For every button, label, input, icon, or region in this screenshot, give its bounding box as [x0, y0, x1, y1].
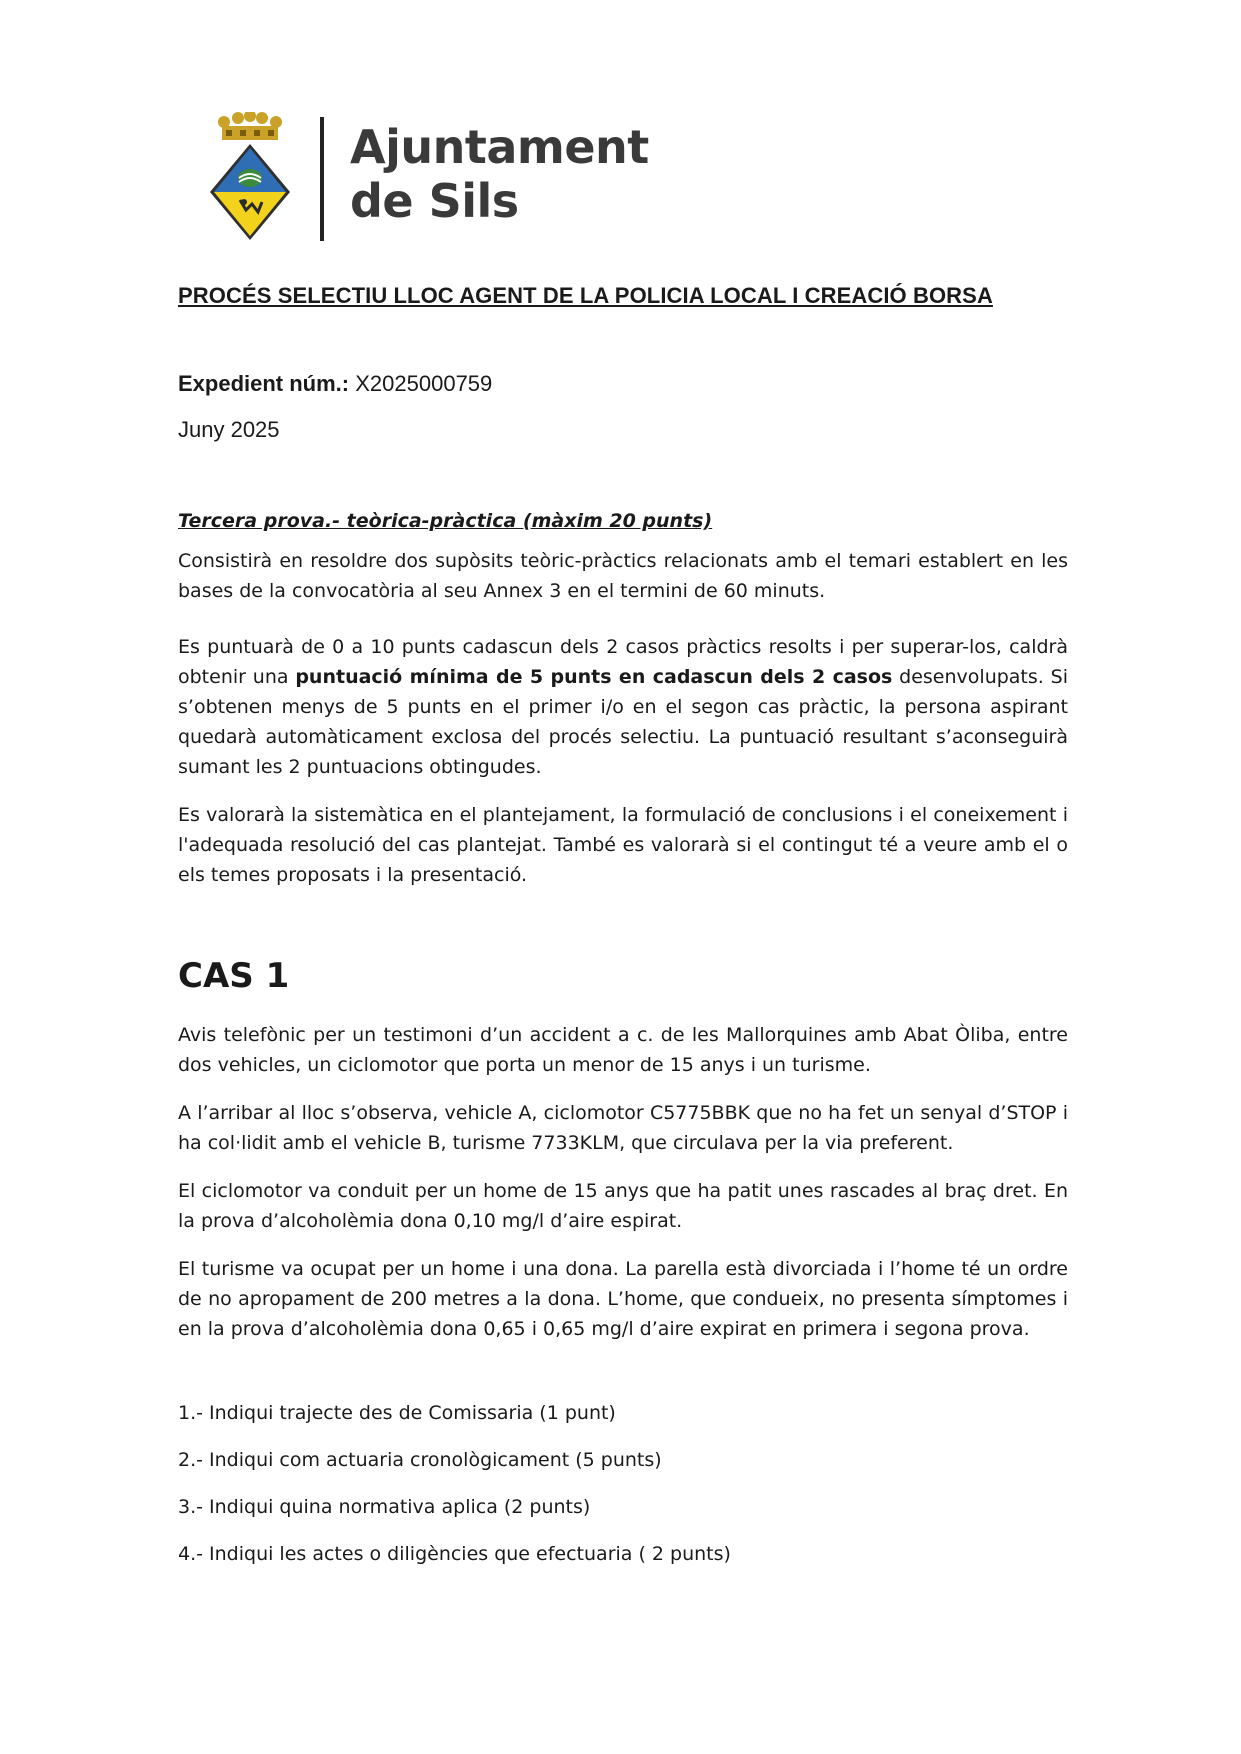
list-item: 3.- Indiqui quina normativa aplica (2 punts)	[178, 1496, 591, 1518]
document-date: Juny 2025	[178, 417, 280, 442]
organization-name	[350, 120, 649, 228]
expedient-number: X2025000759	[355, 371, 493, 396]
organization-name-line2: de Sils	[350, 174, 519, 228]
municipal-coat-of-arms-icon	[210, 112, 290, 240]
paragraph-bold-text: puntuació mínima de 5 punts en cadascun dels 2 casos	[295, 666, 893, 688]
case-paragraph-3: El ciclomotor va conduit per un home de 15 anys que ha patit unes rascades al braç dret. En la prova d’alcoholèmia dona 0,10 mg/l d’aire espirat.	[178, 1180, 1068, 1232]
expedient-label: Expedient núm.:	[178, 371, 350, 396]
list-item: 4.- Indiqui les actes o diligències que efectuaria ( 2 punts)	[178, 1543, 731, 1565]
case-paragraph-4: El turisme va ocupat per un home i una dona. La parella està divorciada i l’home té un ordre de no apropament de 200 metres a la dona. L’home, que condueix, no presenta símptomes i en la prova d’alcoholèmia dona 0,65 i 0,65 mg/l d’aire expirat en primera i segona prova.	[178, 1258, 1068, 1340]
organization-name-line1: Ajuntament	[350, 120, 649, 174]
paragraph-text: desenvolupats. Si s’obtenen menys de 5 punts en el primer i/o en el segon cas pràctic, la persona aspirant quedarà automàticament exclosa del procés selectiu. La puntuació resultant s’aconseguirà sumant les 2 puntuacions obtingudes.	[178, 666, 1068, 778]
logo-divider	[320, 117, 324, 241]
section-heading: Tercera prova.- teòrica-pràctica (màxim 20 punts)	[178, 510, 713, 532]
case-paragraph-1: Avis telefònic per un testimoni d’un accident a c. de les Mallorquines amb Abat Òliba, entre dos vehicles, un ciclomotor que porta un menor de 15 anys i un turisme.	[178, 1024, 1068, 1076]
questions-list	[178, 1398, 1068, 1569]
list-item: 1.- Indiqui trajecte des de Comissaria (1 punt)	[178, 1402, 616, 1424]
list-item: 2.- Indiqui com actuaria cronològicament (5 punts)	[178, 1449, 662, 1471]
section-paragraph-1: Consistirà en resoldre dos supòsits teòric-pràctics relacionats amb el temari establert en les bases de la convocatòria al seu Annex 3 en el termini de 60 minuts.	[178, 550, 1068, 602]
document-body	[178, 506, 1068, 1586]
paragraph-text: Es puntuarà de 0 a 10 punts cadascun dels 2 casos pràctics resolts i per superar-los, caldrà obtenir una	[178, 636, 1068, 688]
section-paragraph-3: Es valorarà la sistemàtica en el plantejament, la formulació de conclusions i el coneixement i l'adequada resolució del cas plantejat. També es valorarà si el contingut té a veure amb el o els temes proposats i la presentació.	[178, 804, 1068, 886]
section-paragraph-2	[178, 632, 1068, 782]
case-heading: CAS 1	[178, 956, 290, 996]
expedient-line	[178, 371, 492, 397]
document-title: PROCÉS SELECTIU LLOC AGENT DE LA POLICIA LOCAL I CREACIÓ BORSA	[178, 283, 993, 308]
case-paragraph-2: A l’arribar al lloc s’observa, vehicle A, ciclomotor C5775BBK que no ha fet un senyal d’STOP i ha col·lidit amb el vehicle B, turisme 7733KLM, que circulava per la via preferent.	[178, 1102, 1068, 1154]
header-logo	[210, 112, 650, 242]
